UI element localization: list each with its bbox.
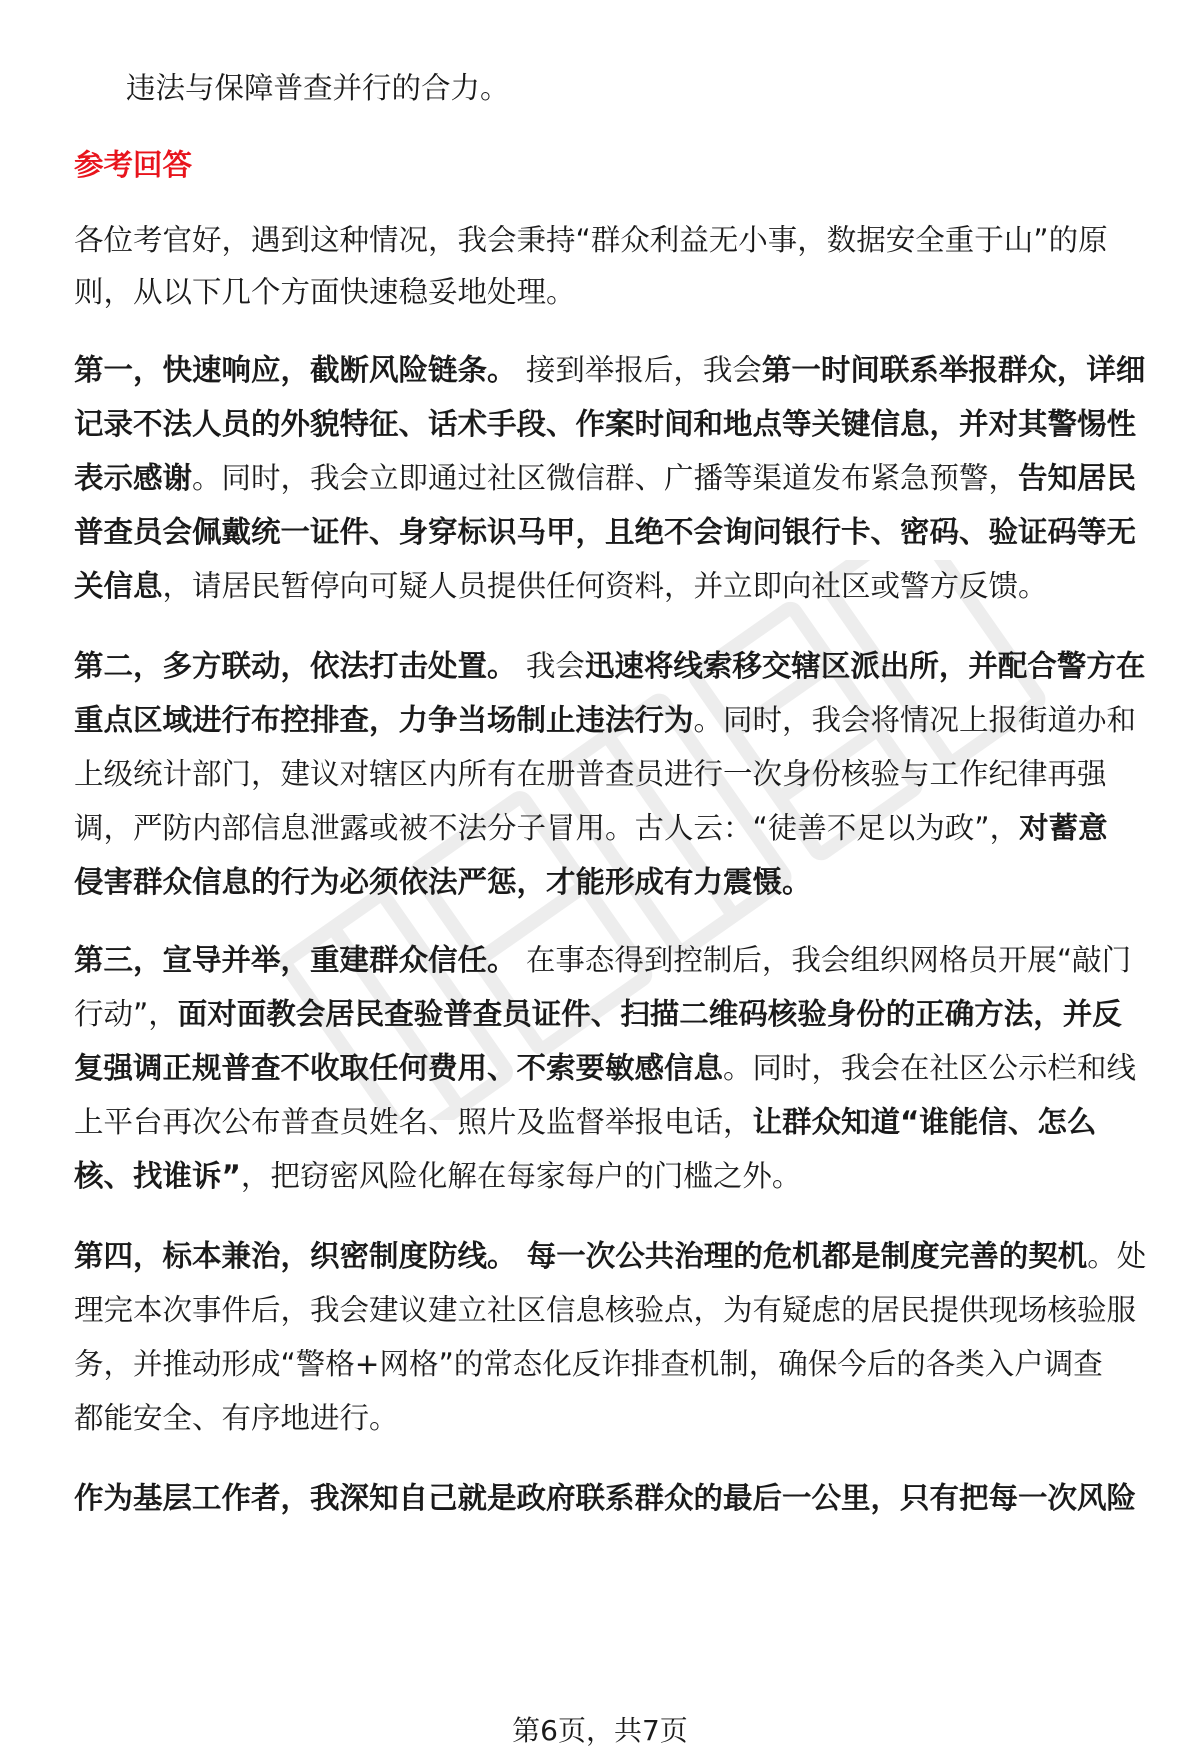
- p2-emphasis: 对蓄意: [1019, 811, 1108, 845]
- intro-tail-text: 违法与保障普查并行的合力。: [126, 71, 510, 105]
- p1-emphasis: 关信息: [74, 569, 163, 603]
- p3-text: 行动”，: [74, 997, 178, 1031]
- p4-line-2: 理完本次事件后，我会建议建立社区信息核验点，为有疑虑的居民提供现场核验服: [74, 1293, 1137, 1327]
- p1-text: 接到举报后，我会: [516, 353, 762, 387]
- reference-heading: 参考回答: [74, 148, 193, 182]
- p1-title: 第一，快速响应，截断风险链条。: [74, 353, 517, 387]
- p4-title: 第四，标本兼治，织密制度防线。: [74, 1239, 517, 1273]
- p2-line-4: [74, 808, 1134, 848]
- p3-text: 上平台再次公布普查员姓名、照片及监督举报电话，: [74, 1105, 753, 1139]
- p2-text: 我会: [516, 649, 585, 683]
- p2-title: 第二，多方联动，依法打击处置。: [74, 649, 517, 683]
- p2-line-5: 侵害群众信息的行为必须依法严惩，才能形成有力震慑。: [74, 865, 812, 899]
- p2-emphasis: 重点区域进行布控排查，力争当场制止违法行为: [74, 703, 694, 737]
- p3-emphasis: 复强调正规普查不收取任何费用、不索要敏感信息: [74, 1051, 724, 1085]
- page-number: 第6页，共7页: [512, 1714, 688, 1747]
- closing-line: 作为基层工作者，我深知自己就是政府联系群众的最后一公里，只有把每一次风险: [74, 1481, 1137, 1515]
- p3-emphasis: 让群众知道“谁能信、怎么: [752, 1105, 1097, 1139]
- p1-line-3: [74, 458, 1137, 498]
- p3-line-3: [74, 1048, 1137, 1088]
- p2-line-2: [74, 700, 1137, 740]
- p2-text: 调，严防内部信息泄露或被不法分子冒用。古人云：“徒善不足以为政”，: [74, 811, 1020, 845]
- intro-tail-line: [126, 68, 1186, 108]
- p3-line-5: [74, 1156, 1134, 1196]
- p2-line-3: 上级统计部门，建议对辖区内所有在册普查员进行一次身份核验与工作纪律再强: [74, 757, 1107, 791]
- p1-line-1: [74, 350, 1146, 390]
- p2-text: 。同时，我会将情况上报街道办和: [693, 703, 1137, 737]
- p3-line-2: [74, 994, 1134, 1034]
- p1-line-5: [74, 566, 1134, 606]
- p4-line-4: 都能安全、有序地进行。: [74, 1401, 399, 1435]
- p3-text: 。同时，我会在社区公示栏和线: [723, 1051, 1137, 1085]
- p1-emphasis: 第一时间联系举报群众，详细: [761, 353, 1146, 387]
- p1-text: ，请居民暂停向可疑人员提供任何资料，并立即向社区或警方反馈。: [162, 569, 1048, 603]
- p3-emphasis: 核、找谁诉”: [74, 1159, 241, 1193]
- p2-line-1: [74, 646, 1146, 686]
- opening-line-1: 各位考官好，遇到这种情况，我会秉持“群众利益无小事，数据安全重于山”的原: [74, 223, 1108, 257]
- p1-emphasis: 告知居民: [1018, 461, 1137, 495]
- opening-line-2: 则，从以下几个方面快速稳妥地处理。: [74, 275, 576, 309]
- p4-emphasis: 每一次公共治理的危机都是制度完善的契机: [516, 1239, 1088, 1273]
- p4-line-3: 务，并推动形成“警格+网格”的常态化反诈排查机制，确保今后的各类入户调查: [74, 1347, 1103, 1381]
- p2-emphasis: 迅速将线索移交辖区派出所，并配合警方在: [584, 649, 1146, 683]
- p1-line-2: 记录不法人员的外貌特征、话术手段、作案时间和地点等关键信息，并对其警惕性: [74, 407, 1137, 441]
- p3-text: 在事态得到控制后，我会组织网格员开展“敲门: [516, 943, 1132, 977]
- p1-emphasis: 表示感谢: [74, 461, 193, 495]
- p3-title: 第三，宣导并举，重建群众信任。: [74, 943, 517, 977]
- p3-text: ，把窃密风险化解在每家每户的门槛之外。: [240, 1159, 802, 1193]
- p4-line-1: [74, 1236, 1147, 1276]
- p3-emphasis: 面对面教会居民查验普查员证件、扫描二维码核验身份的正确方法，并反: [177, 997, 1122, 1031]
- p4-text: 。处: [1087, 1239, 1147, 1273]
- p3-line-1: [74, 940, 1134, 980]
- p3-line-4: [74, 1102, 1134, 1142]
- p1-text: 。同时，我会立即通过社区微信群、广播等渠道发布紧急预警，: [192, 461, 1019, 495]
- p1-line-4: 普查员会佩戴统一证件、身穿标识马甲，且绝不会询问银行卡、密码、验证码等无: [74, 515, 1137, 549]
